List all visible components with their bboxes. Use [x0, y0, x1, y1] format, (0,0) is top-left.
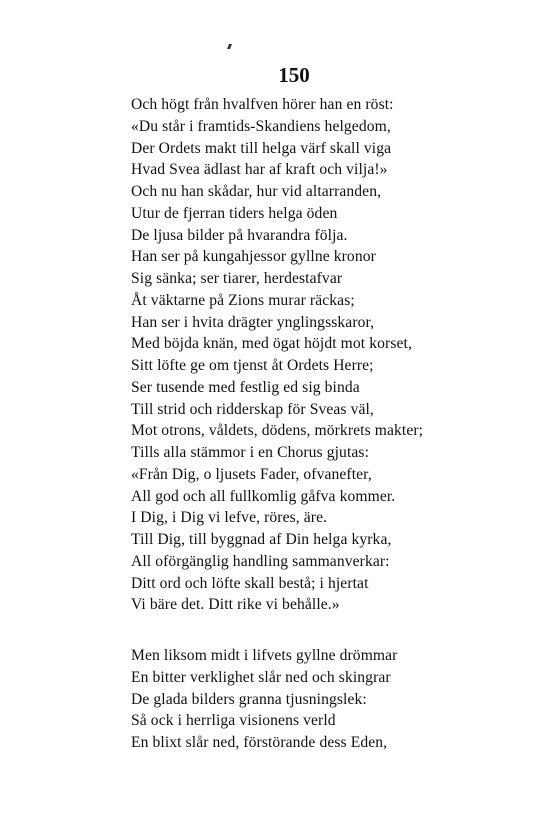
poem-line: Men liksom midt i lifvets gyllne drömmar	[131, 647, 398, 664]
poem-line: «Du står i framtids-Skandiens helgedom,	[131, 117, 391, 135]
poem-line: Hvad Svea ädlast har af kraft och vilja!»	[131, 161, 388, 179]
poem-line: De glada bilders granna tjusningslek:	[131, 690, 367, 708]
poem-line: Vi bäre det. Ditt rike vi behålle.»	[131, 596, 340, 614]
poem-line: All oförgänglig handling sammanverkar:	[131, 552, 390, 570]
poem-line: En bitter verklighet slår ned och skingrar	[131, 668, 391, 686]
poem-line: Ditt ord och löfte skall bestå; i hjertat	[131, 574, 369, 592]
ink-mark	[227, 44, 232, 49]
poem-line: All god och all fullkomlig gåfva kommer.	[131, 487, 396, 505]
poem-line: Utur de fjerran tiders helga öden	[131, 204, 338, 222]
poem-line: Der Ordets makt till helga värf skall viga	[131, 139, 392, 157]
poem-line: De ljusa bilder på hvarandra följa.	[131, 226, 348, 244]
poem-stanza-2	[131, 645, 397, 754]
poem-line: Och nu han skådar, hur vid altarranden,	[131, 183, 382, 200]
poem-line: I Dig, i Dig vi lefve, röres, äre.	[131, 509, 328, 527]
poem-line: Han ser i hvita drägter ynglingsskaror,	[131, 313, 375, 331]
poem-stanza-1	[131, 94, 423, 616]
poem-line: Med böjda knän, med ögat höjdt mot korset,	[131, 335, 412, 353]
page-number: 150	[278, 63, 310, 87]
poem-line: Sig sänka; ser tiarer, herdestafvar	[131, 270, 343, 287]
poem-line: Och högt från hvalfven hörer han en röst:	[131, 96, 394, 113]
poem-line: Till strid och ridderskap för Sveas väl,	[131, 400, 374, 418]
poem-line: Till Dig, till byggnad af Din helga kyrka,	[131, 531, 392, 548]
poem-line: En blixt slår ned, förstörande dess Eden,	[131, 734, 388, 751]
poem-line: «Från Dig, o ljusets Fader, ofvanefter,	[131, 465, 372, 483]
poem-line: Åt väktarne på Zions murar räckas;	[131, 291, 355, 309]
poem-line: Mot otrons, våldets, dödens, mörkrets makter;	[131, 422, 424, 440]
poem-line: Sitt löfte ge om tjenst åt Ordets Herre;	[131, 357, 374, 374]
poem-line: Han ser på kungahjessor gyllne kronor	[131, 248, 376, 266]
poem-line: Ser tusende med festlig ed sig binda	[131, 378, 360, 396]
poem-line: Tills alla stämmor i en Chorus gjutas:	[131, 444, 369, 461]
poem-line: Så ock i herrliga visionens verld	[131, 712, 336, 730]
